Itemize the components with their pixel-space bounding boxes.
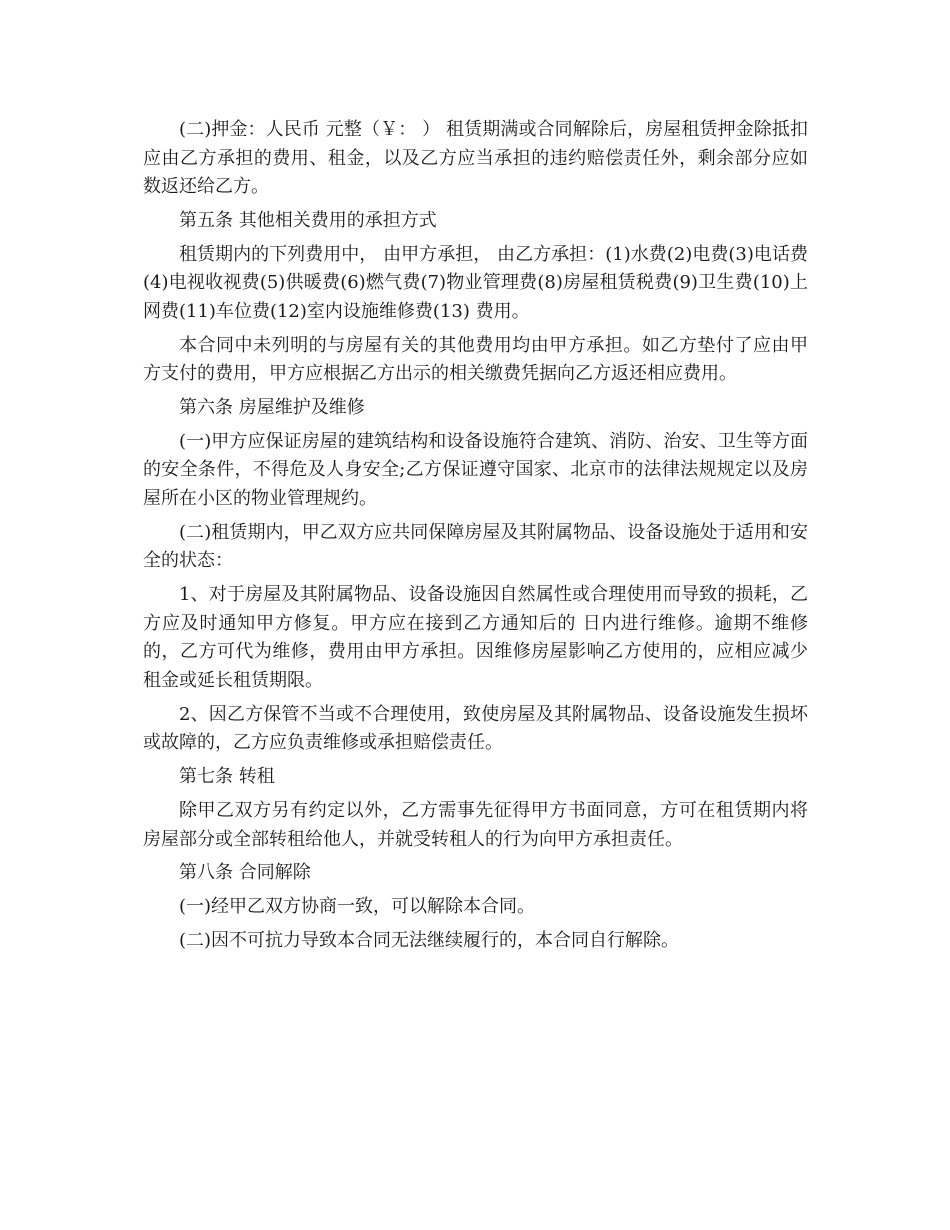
- section-heading-article-8: 第八条 合同解除: [179, 862, 311, 884]
- paragraph-other-fees: 本合同中未列明的与房屋有关的其他费用均由甲方承担。如乙方垫付了应由甲方支付的费用，甲方应根据乙方出示的相关缴费凭据向乙方返还相应费用。: [143, 334, 808, 385]
- paragraph-fee-list: 租赁期内的下列费用中， 由甲方承担， 由乙方承担：(1)水费(2)电费(3)电话费(4)电视收视费(5)供暖费(6)燃气费(7)物业管理费(8)房屋租赁税费(9)卫生费(10)上网费(11)车位费(12)室内设施维修费(13) 费用。: [143, 243, 808, 322]
- paragraph-deposit: (二)押金：人民币 元整（￥： ） 租赁期满或合同解除后，房屋租赁押金除抵扣应由乙方承担的费用、租金，以及乙方应当承担的违约赔偿责任外，剩余部分应如数返还给乙方。: [143, 119, 808, 198]
- paragraph-sublease: 除甲乙双方另有约定以外，乙方需事先征得甲方书面同意，方可在租赁期内将房屋部分或全部转租给他人，并就受转租人的行为向甲方承担责任。: [143, 799, 808, 850]
- paragraph-termination-1: (一)经甲乙双方协商一致，可以解除本合同。: [179, 896, 536, 918]
- section-heading-article-6: 第六条 房屋维护及维修: [179, 397, 365, 419]
- paragraph-joint-maintenance: (二)租赁期内，甲乙双方应共同保障房屋及其附属物品、设备设施处于适用和安全的状态：: [143, 521, 808, 572]
- section-heading-article-7: 第七条 转租: [179, 766, 275, 788]
- paragraph-repair-item-2: 2、因乙方保管不当或不合理使用，致使房屋及其附属物品、设备设施发生损坏或故障的，乙方应负责维修或承担赔偿责任。: [143, 703, 808, 754]
- paragraph-repair-item-1: 1、对于房屋及其附属物品、设备设施因自然属性或合理使用而导致的损耗，乙方应及时通知甲方修复。甲方应在接到乙方通知后的 日内进行维修。逾期不维修的，乙方可代为维修，费用由甲方承担。因维修房屋影响乙方使用的，应相应减少租金或延长租赁期限。: [143, 584, 808, 691]
- paragraph-termination-2: (二)因不可抗力导致本合同无法继续履行的，本合同自行解除。: [179, 929, 680, 951]
- section-heading-article-5: 第五条 其他相关费用的承担方式: [179, 209, 437, 231]
- document-body: [143, 116, 808, 961]
- paragraph-safety-conditions: (一)甲方应保证房屋的建筑结构和设备设施符合建筑、消防、治安、卫生等方面的安全条件，不得危及人身安全;乙方保证遵守国家、北京市的法律法规规定以及房屋所在小区的物业管理规约。: [143, 430, 808, 510]
